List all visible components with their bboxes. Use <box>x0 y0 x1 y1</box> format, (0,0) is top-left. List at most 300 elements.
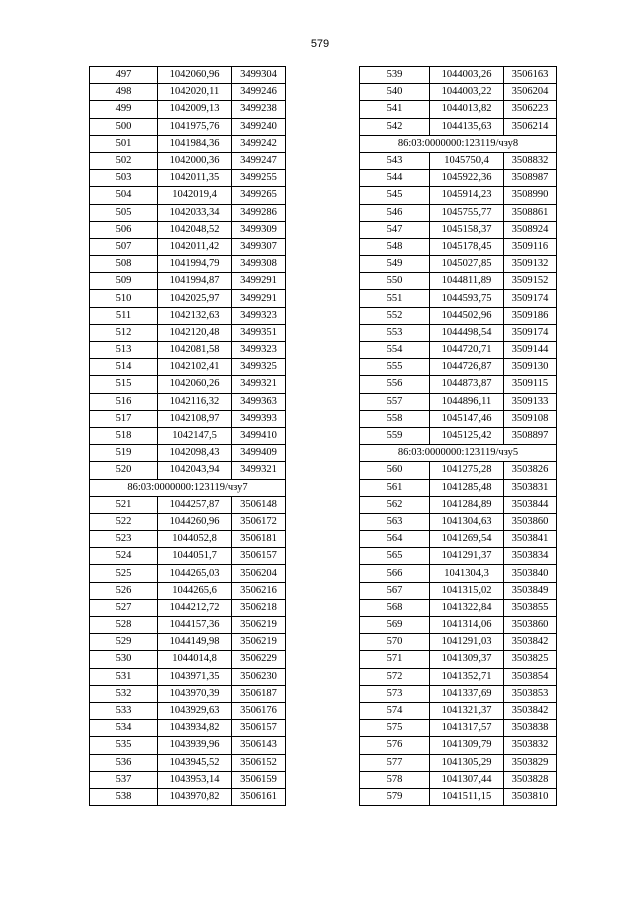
y-coordinate-cell: 3509144 <box>504 342 557 359</box>
x-coordinate-cell: 1044896,11 <box>430 393 504 410</box>
y-coordinate-cell: 3499363 <box>232 393 286 410</box>
table-row <box>90 238 286 255</box>
x-coordinate-cell: 1044212,72 <box>158 599 232 616</box>
y-coordinate-cell: 3503860 <box>504 513 557 530</box>
point-number-cell: 544 <box>360 170 430 187</box>
y-coordinate-cell: 3499242 <box>232 135 286 152</box>
y-coordinate-cell: 3506163 <box>504 67 557 84</box>
y-coordinate-cell: 3503829 <box>504 754 557 771</box>
point-number-cell: 533 <box>90 702 158 719</box>
point-number-cell: 529 <box>90 634 158 651</box>
table-row <box>360 342 557 359</box>
y-coordinate-cell: 3503834 <box>504 548 557 565</box>
table-row <box>360 754 557 771</box>
table-row <box>90 720 286 737</box>
table-row <box>90 256 286 273</box>
y-coordinate-cell: 3506230 <box>232 668 286 685</box>
point-number-cell: 576 <box>360 737 430 754</box>
x-coordinate-cell: 1044003,26 <box>430 67 504 84</box>
x-coordinate-cell: 1045755,77 <box>430 204 504 221</box>
point-number-cell: 573 <box>360 685 430 702</box>
table-row <box>90 359 286 376</box>
x-coordinate-cell: 1044265,6 <box>158 582 232 599</box>
x-coordinate-cell: 1043953,14 <box>158 771 232 788</box>
point-number-cell: 538 <box>90 788 158 805</box>
table-row <box>360 617 557 634</box>
point-number-cell: 516 <box>90 393 158 410</box>
table-row <box>90 376 286 393</box>
point-number-cell: 504 <box>90 187 158 204</box>
point-number-cell: 509 <box>90 273 158 290</box>
point-number-cell: 497 <box>90 67 158 84</box>
point-number-cell: 511 <box>90 307 158 324</box>
y-coordinate-cell: 3509174 <box>504 324 557 341</box>
x-coordinate-cell: 1042102,41 <box>158 359 232 376</box>
point-number-cell: 551 <box>360 290 430 307</box>
x-coordinate-cell: 1041337,69 <box>430 685 504 702</box>
y-coordinate-cell: 3506181 <box>232 531 286 548</box>
x-coordinate-cell: 1044257,87 <box>158 496 232 513</box>
y-coordinate-cell: 3506157 <box>232 548 286 565</box>
point-number-cell: 500 <box>90 118 158 135</box>
table-row <box>360 256 557 273</box>
table-row <box>360 393 557 410</box>
table-row <box>90 84 286 101</box>
point-number-cell: 566 <box>360 565 430 582</box>
point-number-cell: 505 <box>90 204 158 221</box>
y-coordinate-cell: 3499255 <box>232 170 286 187</box>
table-row <box>90 548 286 565</box>
y-coordinate-cell: 3499291 <box>232 273 286 290</box>
y-coordinate-cell: 3508897 <box>504 427 557 444</box>
x-coordinate-cell: 1044265,03 <box>158 565 232 582</box>
point-number-cell: 522 <box>90 513 158 530</box>
table-row <box>90 273 286 290</box>
x-coordinate-cell: 1043945,52 <box>158 754 232 771</box>
y-coordinate-cell: 3503831 <box>504 479 557 496</box>
y-coordinate-cell: 3509174 <box>504 290 557 307</box>
coordinates-table-left <box>89 66 286 806</box>
x-coordinate-cell: 1045125,42 <box>430 427 504 444</box>
point-number-cell: 503 <box>90 170 158 187</box>
point-number-cell: 561 <box>360 479 430 496</box>
x-coordinate-cell: 1044051,7 <box>158 548 232 565</box>
x-coordinate-cell: 1045027,85 <box>430 256 504 273</box>
table-row <box>360 67 557 84</box>
table-row <box>360 462 557 479</box>
x-coordinate-cell: 1044149,98 <box>158 634 232 651</box>
point-number-cell: 574 <box>360 702 430 719</box>
table-row <box>360 84 557 101</box>
table-row <box>90 599 286 616</box>
point-number-cell: 565 <box>360 548 430 565</box>
x-coordinate-cell: 1041269,54 <box>430 531 504 548</box>
point-number-cell: 523 <box>90 531 158 548</box>
table-row <box>360 496 557 513</box>
point-number-cell: 502 <box>90 152 158 169</box>
x-coordinate-cell: 1041352,71 <box>430 668 504 685</box>
y-coordinate-cell: 3509132 <box>504 256 557 273</box>
y-coordinate-cell: 3503810 <box>504 788 557 805</box>
table-row <box>90 737 286 754</box>
x-coordinate-cell: 1042011,35 <box>158 170 232 187</box>
point-number-cell: 562 <box>360 496 430 513</box>
table-row <box>360 702 557 719</box>
point-number-cell: 521 <box>90 496 158 513</box>
table-row <box>90 221 286 238</box>
table-row <box>90 513 286 530</box>
point-number-cell: 547 <box>360 221 430 238</box>
table-row <box>90 324 286 341</box>
point-number-cell: 510 <box>90 290 158 307</box>
y-coordinate-cell: 3503842 <box>504 634 557 651</box>
x-coordinate-cell: 1042000,36 <box>158 152 232 169</box>
x-coordinate-cell: 1043970,39 <box>158 685 232 702</box>
point-number-cell: 542 <box>360 118 430 135</box>
point-number-cell: 579 <box>360 788 430 805</box>
table-row <box>360 324 557 341</box>
point-number-cell: 535 <box>90 737 158 754</box>
point-number-cell: 560 <box>360 462 430 479</box>
point-number-cell: 556 <box>360 376 430 393</box>
table-row <box>360 548 557 565</box>
x-coordinate-cell: 1041511,15 <box>430 788 504 805</box>
y-coordinate-cell: 3503832 <box>504 737 557 754</box>
table-row <box>360 582 557 599</box>
point-number-cell: 524 <box>90 548 158 565</box>
table-row <box>360 118 557 135</box>
point-number-cell: 539 <box>360 67 430 84</box>
table-row <box>90 101 286 118</box>
table-row <box>360 410 557 427</box>
table-row <box>360 290 557 307</box>
y-coordinate-cell: 3499247 <box>232 152 286 169</box>
x-coordinate-cell: 1042120,48 <box>158 324 232 341</box>
x-coordinate-cell: 1044157,36 <box>158 617 232 634</box>
y-coordinate-cell: 3509108 <box>504 410 557 427</box>
parcel-group-row <box>90 479 286 496</box>
point-number-cell: 569 <box>360 617 430 634</box>
point-number-cell: 567 <box>360 582 430 599</box>
x-coordinate-cell: 1043939,96 <box>158 737 232 754</box>
point-number-cell: 514 <box>90 359 158 376</box>
x-coordinate-cell: 1042147,5 <box>158 427 232 444</box>
y-coordinate-cell: 3503849 <box>504 582 557 599</box>
point-number-cell: 552 <box>360 307 430 324</box>
table-row <box>360 187 557 204</box>
x-coordinate-cell: 1041984,36 <box>158 135 232 152</box>
y-coordinate-cell: 3499240 <box>232 118 286 135</box>
table-row <box>90 204 286 221</box>
table-row <box>90 427 286 444</box>
table-row <box>360 565 557 582</box>
y-coordinate-cell: 3499409 <box>232 445 286 462</box>
y-coordinate-cell: 3506143 <box>232 737 286 754</box>
point-number-cell: 515 <box>90 376 158 393</box>
table-row <box>360 479 557 496</box>
coordinates-table-right <box>359 66 557 806</box>
table-row <box>90 393 286 410</box>
table-row <box>90 187 286 204</box>
y-coordinate-cell: 3506219 <box>232 634 286 651</box>
y-coordinate-cell: 3509186 <box>504 307 557 324</box>
x-coordinate-cell: 1041322,84 <box>430 599 504 616</box>
x-coordinate-cell: 1044720,71 <box>430 342 504 359</box>
parcel-number: 86:03:0000000:123119/чзу7 <box>90 479 286 496</box>
x-coordinate-cell: 1041975,76 <box>158 118 232 135</box>
x-coordinate-cell: 1041291,37 <box>430 548 504 565</box>
table-row <box>90 67 286 84</box>
table-row <box>90 118 286 135</box>
y-coordinate-cell: 3509152 <box>504 273 557 290</box>
y-coordinate-cell: 3508990 <box>504 187 557 204</box>
point-number-cell: 540 <box>360 84 430 101</box>
point-number-cell: 570 <box>360 634 430 651</box>
y-coordinate-cell: 3503838 <box>504 720 557 737</box>
point-number-cell: 534 <box>90 720 158 737</box>
page-number: 579 <box>310 38 330 50</box>
table-row <box>90 462 286 479</box>
y-coordinate-cell: 3499393 <box>232 410 286 427</box>
x-coordinate-cell: 1043971,35 <box>158 668 232 685</box>
y-coordinate-cell: 3506218 <box>232 599 286 616</box>
table-row <box>90 685 286 702</box>
y-coordinate-cell: 3499304 <box>232 67 286 84</box>
table-row <box>90 582 286 599</box>
point-number-cell: 527 <box>90 599 158 616</box>
point-number-cell: 501 <box>90 135 158 152</box>
x-coordinate-cell: 1041315,02 <box>430 582 504 599</box>
x-coordinate-cell: 1041307,44 <box>430 771 504 788</box>
y-coordinate-cell: 3499321 <box>232 462 286 479</box>
y-coordinate-cell: 3503854 <box>504 668 557 685</box>
x-coordinate-cell: 1044811,89 <box>430 273 504 290</box>
point-number-cell: 517 <box>90 410 158 427</box>
x-coordinate-cell: 1045158,37 <box>430 221 504 238</box>
table-row <box>90 565 286 582</box>
x-coordinate-cell: 1042033,34 <box>158 204 232 221</box>
point-number-cell: 506 <box>90 221 158 238</box>
x-coordinate-cell: 1043929,63 <box>158 702 232 719</box>
y-coordinate-cell: 3499410 <box>232 427 286 444</box>
point-number-cell: 532 <box>90 685 158 702</box>
table-row <box>360 170 557 187</box>
x-coordinate-cell: 1041291,03 <box>430 634 504 651</box>
y-coordinate-cell: 3503840 <box>504 565 557 582</box>
x-coordinate-cell: 1044014,8 <box>158 651 232 668</box>
parcel-group-row <box>360 445 557 462</box>
table-row <box>90 410 286 427</box>
y-coordinate-cell: 3503842 <box>504 702 557 719</box>
x-coordinate-cell: 1041317,57 <box>430 720 504 737</box>
x-coordinate-cell: 1042098,43 <box>158 445 232 462</box>
point-number-cell: 508 <box>90 256 158 273</box>
y-coordinate-cell: 3499265 <box>232 187 286 204</box>
table-row <box>360 307 557 324</box>
y-coordinate-cell: 3503853 <box>504 685 557 702</box>
table-row <box>360 238 557 255</box>
x-coordinate-cell: 1041284,89 <box>430 496 504 513</box>
x-coordinate-cell: 1042011,42 <box>158 238 232 255</box>
x-coordinate-cell: 1041321,37 <box>430 702 504 719</box>
point-number-cell: 537 <box>90 771 158 788</box>
point-number-cell: 548 <box>360 238 430 255</box>
table-row <box>360 737 557 754</box>
y-coordinate-cell: 3506157 <box>232 720 286 737</box>
table-row <box>90 531 286 548</box>
x-coordinate-cell: 1041304,3 <box>430 565 504 582</box>
y-coordinate-cell: 3506161 <box>232 788 286 805</box>
y-coordinate-cell: 3499307 <box>232 238 286 255</box>
y-coordinate-cell: 3503860 <box>504 617 557 634</box>
point-number-cell: 564 <box>360 531 430 548</box>
point-number-cell: 545 <box>360 187 430 204</box>
x-coordinate-cell: 1043970,82 <box>158 788 232 805</box>
x-coordinate-cell: 1042108,97 <box>158 410 232 427</box>
table-row <box>360 788 557 805</box>
point-number-cell: 513 <box>90 342 158 359</box>
y-coordinate-cell: 3508924 <box>504 221 557 238</box>
point-number-cell: 554 <box>360 342 430 359</box>
table-row <box>90 445 286 462</box>
y-coordinate-cell: 3506148 <box>232 496 286 513</box>
y-coordinate-cell: 3508861 <box>504 204 557 221</box>
x-coordinate-cell: 1044013,82 <box>430 101 504 118</box>
x-coordinate-cell: 1044498,54 <box>430 324 504 341</box>
x-coordinate-cell: 1044726,87 <box>430 359 504 376</box>
y-coordinate-cell: 3508832 <box>504 152 557 169</box>
x-coordinate-cell: 1043934,82 <box>158 720 232 737</box>
table-row <box>90 135 286 152</box>
table-row <box>360 668 557 685</box>
point-number-cell: 498 <box>90 84 158 101</box>
y-coordinate-cell: 3503855 <box>504 599 557 616</box>
table-row <box>360 720 557 737</box>
y-coordinate-cell: 3506152 <box>232 754 286 771</box>
table-row <box>90 170 286 187</box>
y-coordinate-cell: 3499309 <box>232 221 286 238</box>
x-coordinate-cell: 1041309,79 <box>430 737 504 754</box>
table-row <box>90 702 286 719</box>
x-coordinate-cell: 1041305,29 <box>430 754 504 771</box>
point-number-cell: 519 <box>90 445 158 462</box>
x-coordinate-cell: 1044502,96 <box>430 307 504 324</box>
y-coordinate-cell: 3499323 <box>232 342 286 359</box>
parcel-group-row <box>360 135 557 152</box>
point-number-cell: 507 <box>90 238 158 255</box>
x-coordinate-cell: 1044873,87 <box>430 376 504 393</box>
table-row <box>90 771 286 788</box>
point-number-cell: 572 <box>360 668 430 685</box>
point-number-cell: 499 <box>90 101 158 118</box>
table-body <box>360 67 557 806</box>
table-row <box>90 788 286 805</box>
x-coordinate-cell: 1044003,22 <box>430 84 504 101</box>
table-row <box>360 651 557 668</box>
table-row <box>360 427 557 444</box>
table-row <box>360 359 557 376</box>
point-number-cell: 526 <box>90 582 158 599</box>
table-row <box>360 273 557 290</box>
y-coordinate-cell: 3509116 <box>504 238 557 255</box>
point-number-cell: 571 <box>360 651 430 668</box>
table-body <box>90 67 286 806</box>
point-number-cell: 577 <box>360 754 430 771</box>
point-number-cell: 543 <box>360 152 430 169</box>
x-coordinate-cell: 1042081,58 <box>158 342 232 359</box>
y-coordinate-cell: 3499308 <box>232 256 286 273</box>
y-coordinate-cell: 3499351 <box>232 324 286 341</box>
y-coordinate-cell: 3506219 <box>232 617 286 634</box>
x-coordinate-cell: 1042043,94 <box>158 462 232 479</box>
table-row <box>360 685 557 702</box>
y-coordinate-cell: 3499238 <box>232 101 286 118</box>
y-coordinate-cell: 3503844 <box>504 496 557 513</box>
x-coordinate-cell: 1045178,45 <box>430 238 504 255</box>
x-coordinate-cell: 1044135,63 <box>430 118 504 135</box>
x-coordinate-cell: 1045147,46 <box>430 410 504 427</box>
x-coordinate-cell: 1044260,96 <box>158 513 232 530</box>
parcel-number: 86:03:0000000:123119/чзу8 <box>360 135 557 152</box>
x-coordinate-cell: 1045750,4 <box>430 152 504 169</box>
y-coordinate-cell: 3508987 <box>504 170 557 187</box>
point-number-cell: 528 <box>90 617 158 634</box>
y-coordinate-cell: 3506216 <box>232 582 286 599</box>
table-row <box>90 342 286 359</box>
table-row <box>90 496 286 513</box>
table-row <box>360 513 557 530</box>
x-coordinate-cell: 1042048,52 <box>158 221 232 238</box>
table-row <box>90 754 286 771</box>
point-number-cell: 530 <box>90 651 158 668</box>
x-coordinate-cell: 1041275,28 <box>430 462 504 479</box>
y-coordinate-cell: 3506229 <box>232 651 286 668</box>
table-row <box>360 101 557 118</box>
point-number-cell: 520 <box>90 462 158 479</box>
x-coordinate-cell: 1042060,26 <box>158 376 232 393</box>
x-coordinate-cell: 1044052,8 <box>158 531 232 548</box>
x-coordinate-cell: 1042020,11 <box>158 84 232 101</box>
x-coordinate-cell: 1041285,48 <box>430 479 504 496</box>
y-coordinate-cell: 3503828 <box>504 771 557 788</box>
table-row <box>90 307 286 324</box>
table-row <box>360 204 557 221</box>
table-row <box>360 376 557 393</box>
table-row <box>360 531 557 548</box>
point-number-cell: 549 <box>360 256 430 273</box>
parcel-number: 86:03:0000000:123119/чзу5 <box>360 445 557 462</box>
table-row <box>90 634 286 651</box>
point-number-cell: 546 <box>360 204 430 221</box>
y-coordinate-cell: 3499325 <box>232 359 286 376</box>
point-number-cell: 536 <box>90 754 158 771</box>
table-row <box>90 668 286 685</box>
table-row <box>90 651 286 668</box>
x-coordinate-cell: 1042060,96 <box>158 67 232 84</box>
table-row <box>90 290 286 307</box>
x-coordinate-cell: 1042009,13 <box>158 101 232 118</box>
table-row <box>90 617 286 634</box>
point-number-cell: 525 <box>90 565 158 582</box>
x-coordinate-cell: 1042132,63 <box>158 307 232 324</box>
y-coordinate-cell: 3499323 <box>232 307 286 324</box>
y-coordinate-cell: 3509130 <box>504 359 557 376</box>
point-number-cell: 541 <box>360 101 430 118</box>
x-coordinate-cell: 1041309,37 <box>430 651 504 668</box>
point-number-cell: 578 <box>360 771 430 788</box>
y-coordinate-cell: 3503841 <box>504 531 557 548</box>
point-number-cell: 559 <box>360 427 430 444</box>
